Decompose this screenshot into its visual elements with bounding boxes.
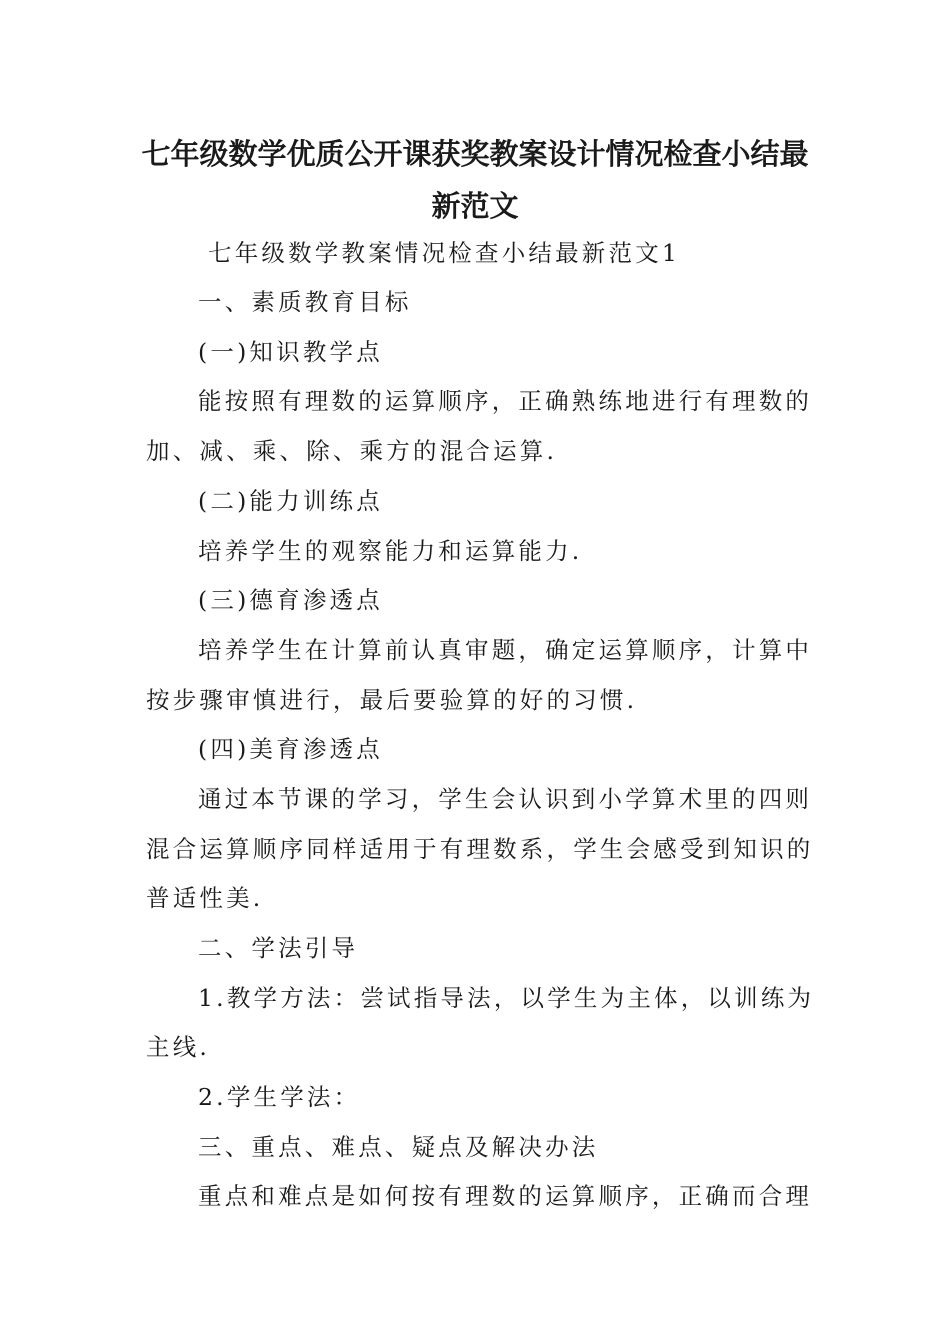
- paragraph-line: 能按照有理数的运算顺序，正确熟练地进行有理数的: [198, 387, 813, 415]
- paragraph-line: 1.教学方法：尝试指导法，以学生为主体，以训练为: [198, 984, 815, 1012]
- paragraph-line: 普适性美.: [146, 884, 264, 912]
- title-line-1: 七年级数学优质公开课获奖教案设计情况检查小结最: [141, 137, 809, 171]
- paragraph-line: 培养学生在计算前认真审题，确定运算顺序，计算中: [198, 636, 813, 664]
- section-heading-2: 二、学法引导: [198, 934, 359, 962]
- subsection-ability: (二)能力训练点: [198, 487, 383, 515]
- paragraph-line: 2.学生学法：: [198, 1083, 361, 1111]
- paragraph-line: 通过本节课的学习，学生会认识到小学算术里的四则: [198, 785, 813, 813]
- paragraph-line: 混合运算顺序同样适用于有理数系，学生会感受到知识的: [146, 835, 814, 863]
- subsection-aesthetic: (四)美育渗透点: [198, 735, 383, 763]
- title-line-2: 新范文: [431, 189, 519, 223]
- document-title: [120, 128, 830, 232]
- subsection-moral: (三)德育渗透点: [198, 586, 383, 614]
- section-heading-1: 一、素质教育目标: [198, 288, 412, 316]
- paragraph-line: 主线.: [146, 1033, 211, 1061]
- subtitle: 七年级数学教案情况检查小结最新范文1: [208, 239, 681, 267]
- paragraph-line: 培养学生的观察能力和运算能力.: [198, 537, 583, 565]
- subsection-knowledge: (一)知识教学点: [198, 338, 383, 366]
- section-heading-3: 三、重点、难点、疑点及解决办法: [198, 1133, 599, 1161]
- paragraph-line: 加、减、乘、除、乘方的混合运算.: [146, 437, 558, 465]
- paragraph-line: 重点和难点是如何按有理数的运算顺序，正确而合理: [198, 1182, 813, 1210]
- paragraph-line: 按步骤审慎进行，最后要验算的好的习惯.: [146, 686, 638, 714]
